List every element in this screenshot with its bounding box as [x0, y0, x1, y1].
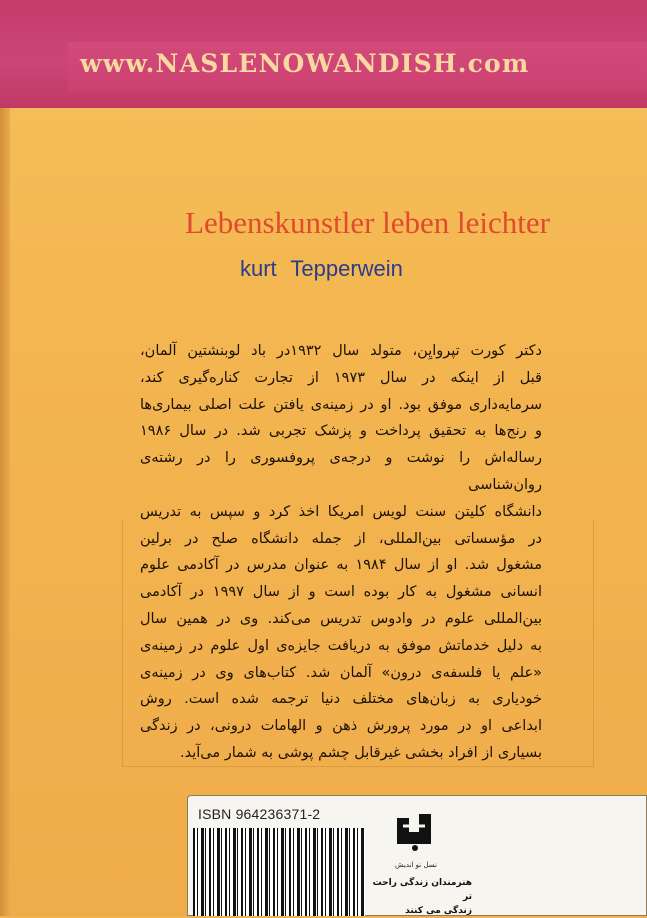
isbn-number: ISBN 964236371-2 — [198, 806, 321, 822]
bio-line: رساله‌اش را نوشت و درجه‌ی پروفسوری را در رشته‌ی روان‌شناسی — [140, 450, 542, 493]
bio-line: ابداعی او در مورد پرورش ذهن و الهامات درونی، در زندگی — [140, 718, 542, 735]
bio-line: انسانی مشغول به کار بوده است و از سال ۱۹۹۷ در آکادمی — [140, 584, 542, 601]
bio-line: بین‌المللی علوم در وادوس تدریس می‌کند. وی در همین سال — [140, 610, 542, 627]
original-title: Lebenskunstler leben leichter — [185, 205, 550, 240]
bio-line: دانشگاه کلیتن سنت لویس امریکا اخذ کرد و سپس به تدریس — [140, 503, 542, 520]
barcode-title-line: زندگی می کنند — [405, 906, 472, 916]
bio-line: دکتر کورت تپروایِن، متولد سال ۱۹۳۲در باد لوبنشتین آلمان، — [140, 343, 542, 359]
website-url: www.NASLENOWANDISH.com — [80, 49, 530, 78]
bio-line: و رنج‌ها به تحقیق پرداخت و پزشک تجربی شد. در سال ۱۹۸۶ — [140, 423, 542, 440]
bio-line: خودیاری به زبان‌های مختلف دنیا ترجمه شده است. روش — [140, 691, 542, 708]
bio-line: قبل از اینکه در سال ۱۹۷۳ از تجارت کناره‌گیری کند، — [140, 369, 542, 386]
barcode-bars — [193, 828, 365, 916]
publisher-logo-icon — [385, 804, 445, 860]
bio-line: مشغول شد. او از سال ۱۹۸۴ به عنوان مدرس در آکادمی علوم — [140, 557, 542, 574]
bio-line: در مؤسساتی بین‌المللی، از جمله دانشگاه صلح در برلین — [140, 530, 542, 547]
author-biography — [140, 338, 542, 767]
publisher-name: نسل نو اندیش — [395, 861, 437, 869]
bio-line: سرمایه‌داری موفق بود. او در زمینه‌ی یافتن علت اصلی بیماری‌ها — [140, 396, 542, 413]
author-name: kurt Tepperwein — [240, 256, 403, 281]
barcode-title-line: هنرمندان زندگی راحت تر — [372, 878, 472, 902]
barcode-book-title — [368, 876, 472, 918]
bio-line: به دلیل خدماتش موفق به دریافت جایزه‌ی اول علوم در زمینه‌ی — [140, 637, 542, 654]
cover-spine-edge — [0, 0, 10, 916]
bio-line: بسیاری از افراد بخشی غیرقابل چشم پوشی به شمار می‌آید. — [179, 744, 542, 761]
bio-line: «علم یا فلسفه‌ی درون» آلمان شد. کتاب‌های وی در زمینه‌ی — [140, 664, 542, 681]
